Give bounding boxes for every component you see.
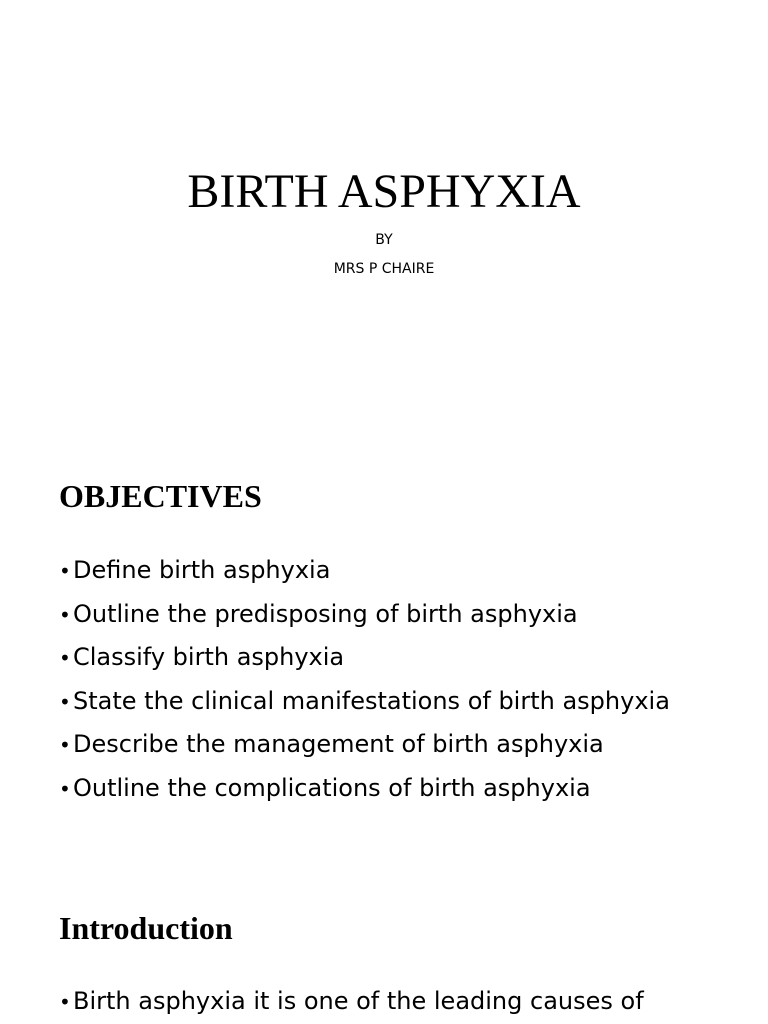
objective-item bbox=[59, 723, 670, 767]
bullet-icon: • bbox=[59, 602, 71, 627]
objective-text: Define birth asphyxia bbox=[73, 556, 331, 584]
objective-text: Outline the complications of birth asphyxia bbox=[73, 773, 591, 802]
introduction-text: Birth asphyxia it is one of the leading causes of bbox=[73, 987, 644, 1015]
introduction-heading: Introduction bbox=[59, 910, 233, 946]
introduction-list bbox=[59, 980, 644, 1024]
slide-title: BIRTH ASPHYXIA bbox=[187, 165, 581, 218]
introduction-slide bbox=[0, 864, 768, 1024]
bullet-icon: • bbox=[59, 646, 71, 671]
objective-item bbox=[59, 767, 670, 811]
objectives-slide bbox=[0, 432, 768, 864]
objective-item bbox=[59, 680, 670, 724]
bullet-icon: • bbox=[59, 733, 71, 758]
objectives-list bbox=[59, 549, 670, 811]
bullet-icon: • bbox=[59, 559, 71, 583]
bullet-icon: • bbox=[59, 689, 71, 714]
objective-text: Classify birth asphyxia bbox=[73, 643, 345, 672]
introduction-item bbox=[59, 980, 644, 1024]
bullet-icon: • bbox=[59, 776, 71, 801]
byline-label: BY bbox=[375, 232, 393, 248]
objective-item bbox=[59, 593, 670, 637]
objective-item bbox=[59, 549, 670, 593]
title-slide bbox=[0, 0, 768, 432]
objective-text: Describe the management of birth asphyxia bbox=[73, 730, 604, 759]
author-name: MRS P CHAIRE bbox=[333, 261, 435, 277]
bullet-icon: • bbox=[59, 990, 71, 1014]
objectives-heading: OBJECTIVES bbox=[59, 478, 262, 514]
objective-text: State the clinical manifestations of birth asphyxia bbox=[73, 686, 670, 715]
objective-text: Outline the predisposing of birth asphyxia bbox=[73, 599, 578, 628]
objective-item bbox=[59, 636, 670, 680]
